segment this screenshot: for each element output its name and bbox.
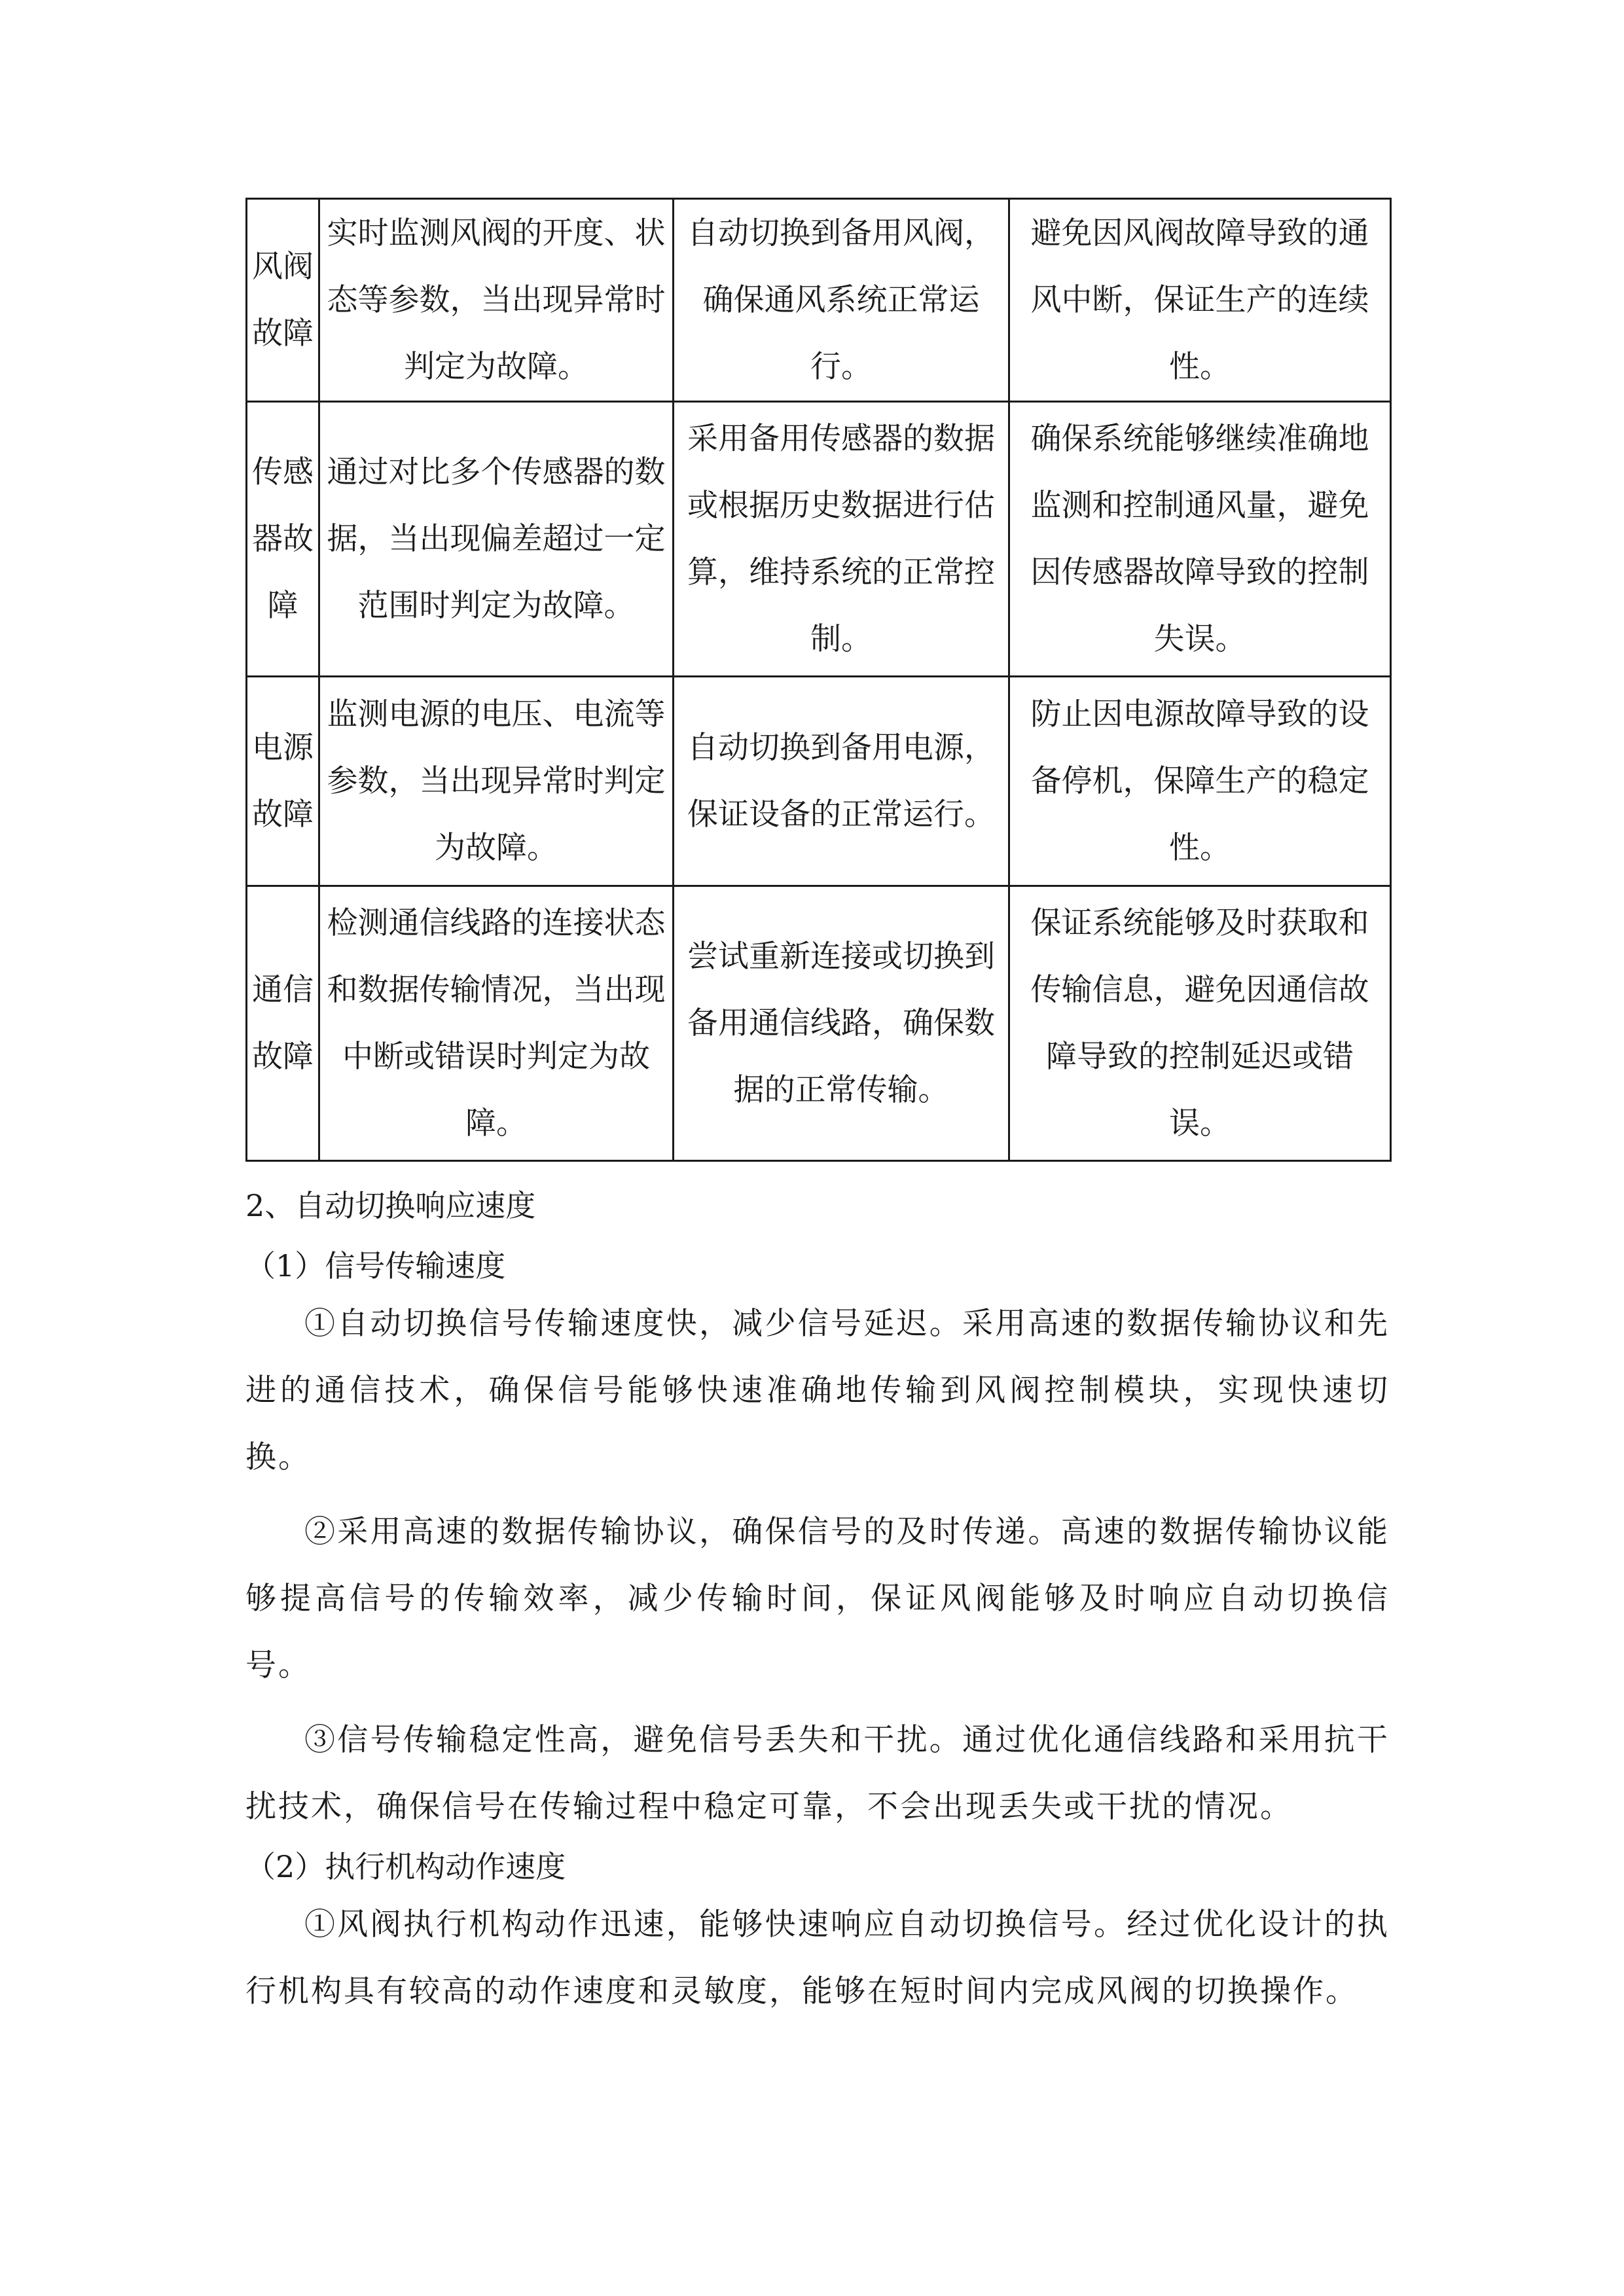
fault-handling-table — [245, 198, 1392, 1162]
effect-description: 避免因风阀故障导致的通风中断，保证生产的连续性。 — [1030, 215, 1369, 385]
fault-name: 通信故障 — [252, 971, 314, 1075]
handling-cell — [674, 886, 1009, 1161]
detection-cell — [319, 886, 674, 1161]
fault-name: 电源故障 — [252, 729, 314, 833]
fault-name-cell — [247, 886, 319, 1161]
paragraph: ②采用高速的数据传输协议，确保信号的及时传递。高速的数据传输协议能够提高信号的传输效率，减少传输时间，保证风阀能够及时响应自动切换信号。 — [245, 1514, 1390, 1683]
subsection-heading: （2）执行机构动作速度 — [245, 1849, 566, 1884]
detection-cell — [319, 199, 674, 402]
fault-name: 传感器故障 — [252, 454, 314, 624]
paragraph: ①风阀执行机构动作迅速，能够快速响应自动切换信号。经过优化设计的执行机构具有较高的动作速度和灵敏度，能够在短时间内完成风阀的切换操作。 — [245, 1907, 1390, 2009]
effect-cell — [1009, 677, 1391, 886]
handling-cell — [674, 677, 1009, 886]
handling-measure: 自动切换到备用电源，保证设备的正常运行。 — [687, 729, 995, 833]
handling-cell — [674, 402, 1009, 677]
table-row — [247, 402, 1391, 677]
section-heading: 2、自动切换响应速度 — [245, 1188, 536, 1223]
effect-cell — [1009, 886, 1391, 1161]
detection-cell — [319, 402, 674, 677]
table-row — [247, 886, 1391, 1161]
detection-method: 监测电源的电压、电流等参数，当出现异常时判定为故障。 — [327, 696, 666, 866]
detection-method: 通过对比多个传感器的数据，当出现偏差超过一定范围时判定为故障。 — [327, 454, 666, 624]
fault-name-cell — [247, 677, 319, 886]
effect-description: 保证系统能够及时获取和传输信息，避免因通信故障导致的控制延迟或错误。 — [1030, 905, 1369, 1141]
table-row — [247, 677, 1391, 886]
detection-method: 检测通信线路的连接状态和数据传输情况，当出现中断或错误时判定为故障。 — [327, 905, 666, 1141]
fault-name-cell — [247, 402, 319, 677]
paragraph: ①自动切换信号传输速度快，减少信号延迟。采用高速的数据传输协议和先进的通信技术，确保信号能够快速准确地传输到风阀控制模块，实现快速切换。 — [245, 1306, 1390, 1475]
handling-measure: 自动切换到备用风阀，确保通风系统正常运行。 — [687, 215, 995, 385]
fault-name: 风阀故障 — [252, 248, 314, 351]
handling-measure: 尝试重新连接或切换到备用通信线路，确保数据的正常传输。 — [687, 938, 995, 1108]
table-row — [247, 199, 1391, 402]
effect-description: 确保系统能够继续准确地监测和控制通风量，避免因传感器故障导致的控制失误。 — [1030, 420, 1369, 657]
effect-description: 防止因电源故障导致的设备停机，保障生产的稳定性。 — [1030, 696, 1369, 866]
handling-measure: 采用备用传感器的数据或根据历史数据进行估算，维持系统的正常控制。 — [687, 420, 995, 657]
fault-name-cell — [247, 199, 319, 402]
detection-cell — [319, 677, 674, 886]
paragraph: ③信号传输稳定性高，避免信号丢失和干扰。通过优化通信线路和采用抗干扰技术，确保信号在传输过程中稳定可靠，不会出现丢失或干扰的情况。 — [245, 1722, 1390, 1825]
effect-cell — [1009, 402, 1391, 677]
effect-cell — [1009, 199, 1391, 402]
subsection-heading: （1）信号传输速度 — [245, 1248, 506, 1283]
detection-method: 实时监测风阀的开度、状态等参数，当出现异常时判定为故障。 — [327, 215, 666, 385]
handling-cell — [674, 199, 1009, 402]
